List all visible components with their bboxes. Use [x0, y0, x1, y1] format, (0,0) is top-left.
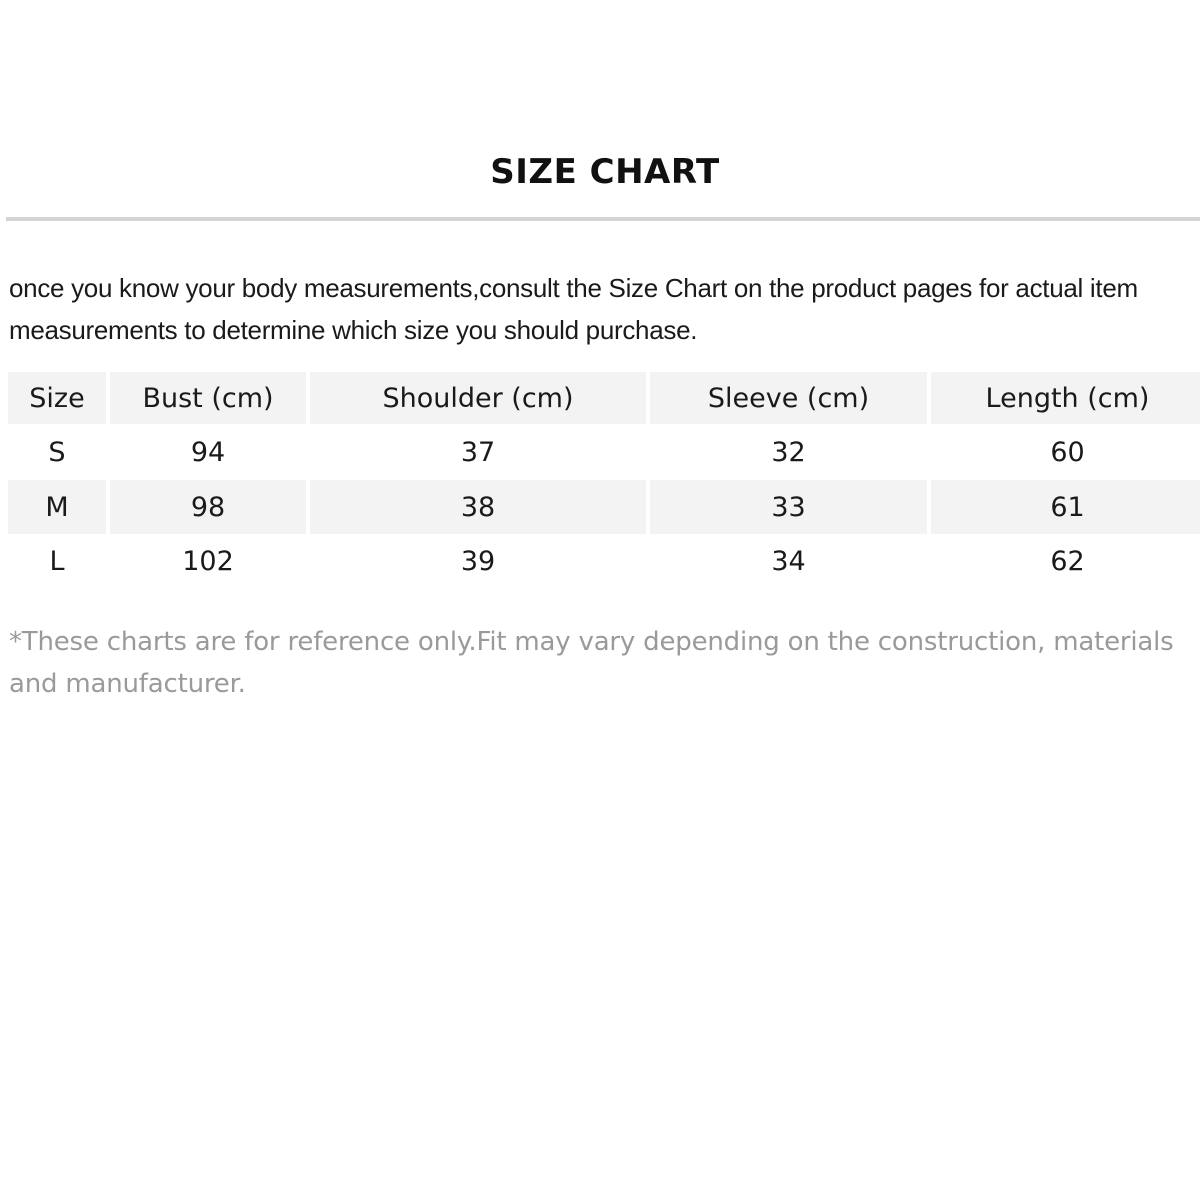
intro-text: once you know your body measurements,consult the Size Chart on the product pages for actual item measurements to determine which size you should purchase.	[9, 273, 1138, 345]
cell-sleeve: 33	[650, 480, 927, 534]
reference-note: *These charts are for reference only.Fit may vary depending on the construction, materials and manufacturer.	[9, 627, 1174, 699]
header-size: Size	[8, 372, 106, 424]
size-table-body	[8, 424, 1200, 588]
table-row	[8, 534, 1200, 588]
cell-length: 61	[931, 480, 1200, 534]
header-shoulder: Shoulder (cm)	[310, 372, 646, 424]
header-bust: Bust (cm)	[110, 372, 306, 424]
cell-size: L	[49, 545, 65, 577]
table-row	[8, 480, 1200, 534]
cell-bust: 98	[110, 480, 306, 534]
header-length: Length (cm)	[931, 372, 1200, 424]
cell-shoulder: 37	[460, 436, 496, 468]
header-sleeve: Sleeve (cm)	[650, 372, 927, 424]
cell-sleeve: 34	[771, 545, 806, 577]
table-row	[8, 424, 1200, 480]
size-table	[4, 372, 1200, 588]
title-divider	[6, 217, 1200, 221]
cell-size: M	[8, 480, 106, 534]
page-title: SIZE CHART	[490, 152, 720, 192]
header-row	[8, 372, 1200, 424]
cell-length: 62	[1050, 545, 1085, 577]
cell-shoulder: 39	[460, 545, 496, 577]
size-table-header	[8, 372, 1200, 424]
cell-length: 60	[1050, 436, 1085, 468]
cell-size: S	[48, 436, 66, 468]
cell-sleeve: 32	[771, 436, 806, 468]
cell-bust: 94	[190, 436, 226, 468]
cell-bust: 102	[182, 545, 234, 577]
cell-shoulder: 38	[310, 480, 646, 534]
